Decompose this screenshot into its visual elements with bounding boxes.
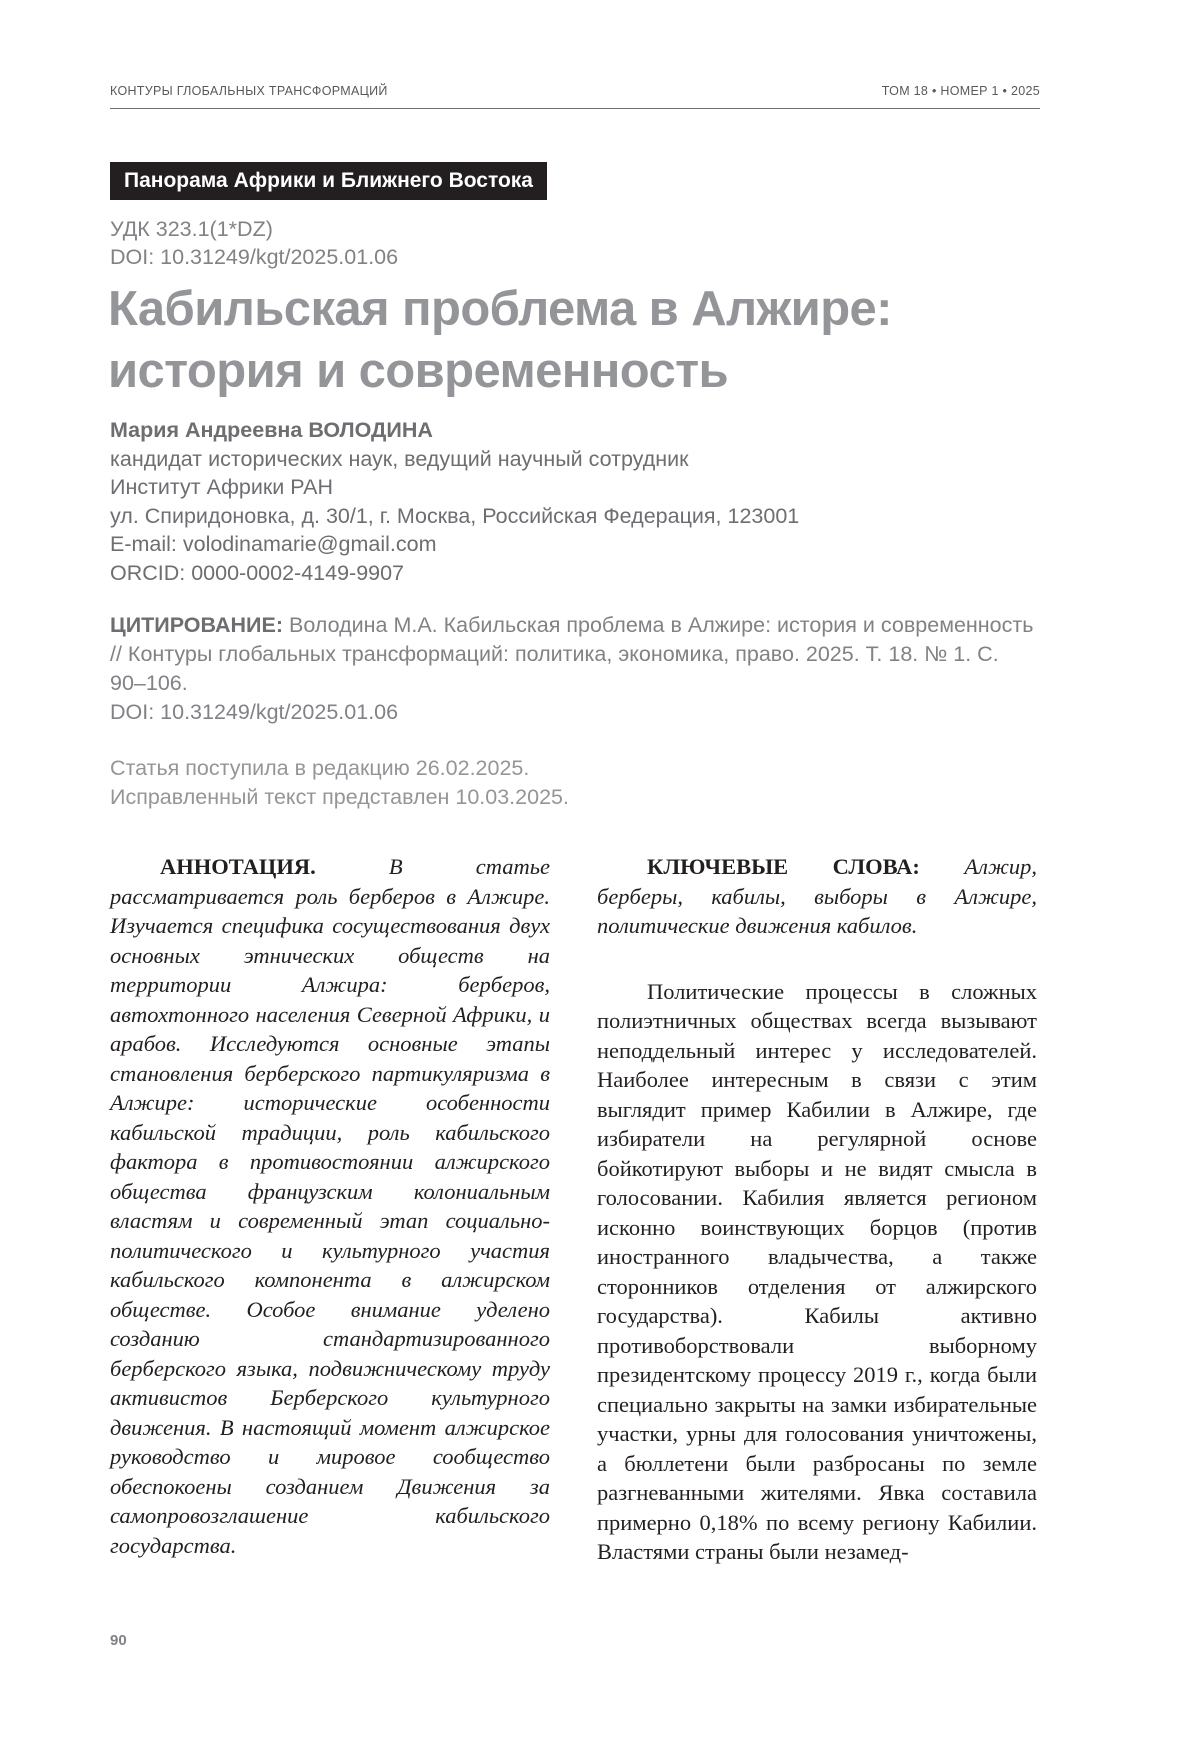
author-name: Мария Андреевна ВОЛОДИНА (110, 416, 1050, 445)
abstract-text: В статье рассматривается роль берберов в Алжире. Изучается специфика сосуществования двух основных этнических обществ на территории Алжира: берберов, автохтонного населения Северной Африки, и арабов. Исследуются основные этапы становления берберского партикуляризма в Алжире: исторические особенности кабильской традиции, роль кабильского фактора в противостоянии алжирского общества французским колониальным властям и современный этап социально-политического и культурного участия кабильского компонента в алжирском обществе. Особое внимание уделено созданию стандартизированного берберского языка, подвижническому труду активистов Берберского культурного движения. В настоящий момент алжирское руководство и мировое сообщество обеспокоены созданием Движения за самопровозглашение кабильского государства. (110, 854, 550, 1558)
body-paragraph: Политические процессы в сложных полиэтничных обществах всегда вызывают неподдельный интерес у исследователей. Наиболее интересным в связи с этим выглядит пример Кабилии в Алжире, где избиратели на регулярной основе бойкотируют выборы и не видят смысла в голосовании. Кабилия является регионом исконно воинствующих борцов (против иностранного владычества, а также сторонников отделения от алжирского государства). Кабилы активно противоборствовали выборному президентскому процессу 2019 г., когда были специально закрыты на замки избирательные участки, урны для голосования уничтожены, а бюллетени были разбросаны по земле разгневанными жителями. Явка составила примерно 0,18% по всему региону Кабилии. Властями страны были незамед- (597, 977, 1037, 1567)
citation-text-wrap (110, 611, 1040, 698)
keywords-text: Алжир, берберы, кабилы, выборы в Алжире, политические движения кабилов. (597, 854, 1037, 938)
citation-text: Володина М.А. Кабильская проблема в Алжире: история и современность // Контуры глобальных трансформаций: политика, экономика, право. 2025. Т. 18. № 1. С. 90–106. (110, 613, 1033, 695)
revised-date: Исправленный текст представлен 10.03.2025. (110, 783, 569, 812)
header-divider (110, 108, 1040, 109)
keywords-paragraph (597, 852, 1037, 941)
citation-label: ЦИТИРОВАНИЕ: (110, 613, 283, 637)
page-number: 90 (110, 1632, 127, 1649)
citation-block (110, 611, 1040, 727)
identifiers-block (110, 215, 398, 271)
title-line-2: история и современность (108, 344, 728, 398)
received-date: Статья поступила в редакцию 26.02.2025. (110, 754, 569, 783)
citation-doi[interactable]: DOI: 10.31249/kgt/2025.01.06 (110, 698, 1040, 727)
title-line-1: Кабильская проблема в Алжире: (108, 282, 892, 336)
author-institution: Институт Африки РАН (110, 473, 1050, 502)
author-block (110, 416, 1050, 587)
dates-block (110, 754, 569, 812)
author-email[interactable]: E-mail: volodinamarie@gmail.com (110, 530, 1050, 559)
doi-link[interactable]: DOI: 10.31249/kgt/2025.01.06 (110, 243, 398, 271)
author-degree: кандидат исторических наук, ведущий научный сотрудник (110, 445, 1050, 474)
author-orcid[interactable]: ORCID: 0000-0002-4149-9907 (110, 559, 1050, 588)
abstract-label: АННОТАЦИЯ. (160, 854, 316, 879)
udc-code: УДК 323.1(1*DZ) (110, 215, 398, 243)
running-header (110, 84, 1040, 98)
author-address: ул. Спиридоновка, д. 30/1, г. Москва, Российская Федерация, 123001 (110, 502, 1050, 531)
abstract-paragraph (110, 852, 550, 1560)
journal-name: КОНТУРЫ ГЛОБАЛЬНЫХ ТРАНСФОРМАЦИЙ (110, 84, 388, 98)
abstract-column (110, 852, 550, 1560)
issue-info: ТОМ 18 • НОМЕР 1 • 2025 (882, 84, 1040, 98)
keywords-body-column (597, 852, 1037, 1567)
section-banner: Панорама Африки и Ближнего Востока (110, 162, 547, 200)
keywords-label: КЛЮЧЕВЫЕ СЛОВА: (647, 854, 920, 879)
article-title (108, 278, 1048, 402)
